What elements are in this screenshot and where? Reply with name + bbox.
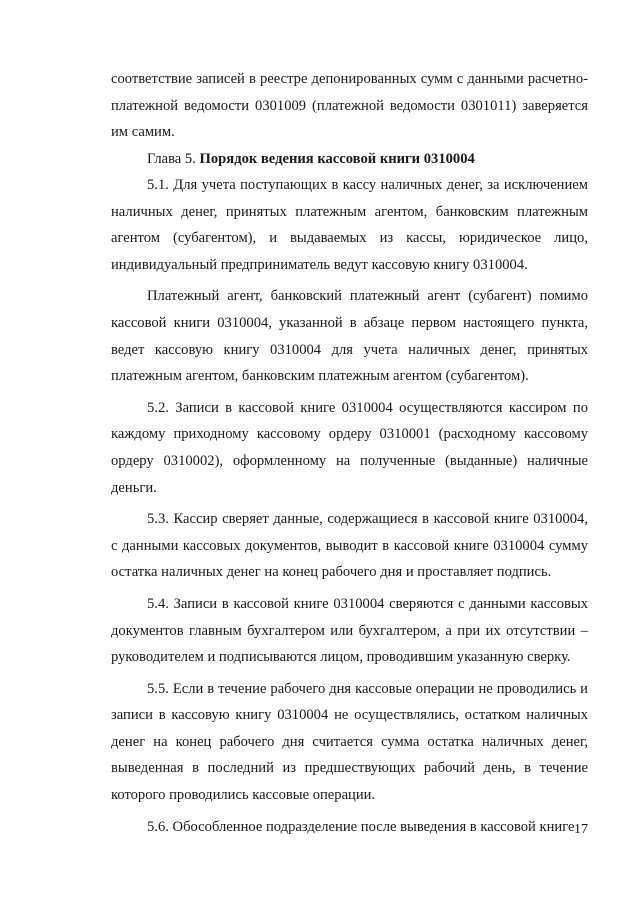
paragraph-5-5: 5.5. Если в течение рабочего дня кассовые операции не проводились и записи в кассовую книгу 0310004 не осуществлялись, остатком наличных денег на конец рабочего дня считается сумма остатка наличных денег, выведенная в последний из предшествующих рабочий день, в течение которого проводились кассовые операции. xyxy=(111,680,588,804)
page-number: 17 xyxy=(574,822,588,837)
paragraph-5-3: 5.3. Кассир сверяет данные, содержащиеся в кассовой книге 0310004, с данными кассовых документов, выводит в кассовой книге 0310004 сумму остатка наличных денег на конец рабочего дня и проставляет подпись. xyxy=(111,511,588,581)
paragraph-5-1: 5.1. Для учета поступающих в кассу наличных денег, за исключением наличных денег, принятых платежным агентом, банковским платежным агентом (субагентом), и выдаваемых из кассы, юридическое лицо, индивидуальный предприниматель ведут кассовую книгу 0310004. xyxy=(111,177,588,273)
paragraph-5-1-second: Платежный агент, банковский платежный агент (субагент) помимо кассовой книги 0310004, указанной в абзаце первом настоящего пункта, ведет кассовую книгу 0310004 для учета наличных денег, принятых платежным агентом, банковским платежным агентом (субагентом). xyxy=(111,288,588,385)
chapter-prefix: Глава 5. xyxy=(147,151,196,167)
body-text xyxy=(111,172,588,840)
continuation-paragraph: соответствие записей в реестре депонированных сумм с данными расчетно-платежной ведомости 0301009 (платежной ведомости 0301011) заверяется им самим. xyxy=(111,71,588,141)
continuation-block xyxy=(111,66,588,146)
paragraph-5-4: 5.4. Записи в кассовой книге 0310004 сверяются с данными кассовых документов главным бухгалтером или бухгалтером, а при их отсутствии – руководителем и подписываются лицом, проводившим указанную сверку. xyxy=(111,595,588,666)
paragraph-5-6: 5.6. Обособленное подразделение после выведения в кассовой книге xyxy=(147,818,575,835)
chapter-heading xyxy=(111,146,588,173)
paragraph-5-2: 5.2. Записи в кассовой книге 0310004 осуществляются кассиром по каждому приходному кассовому ордеру 0310001 (расходному кассовому ордеру 0310002), оформленному на полученные (выданные) наличные деньги. xyxy=(111,399,588,496)
chapter-title: Порядок ведения кассовой книги 0310004 xyxy=(199,151,475,167)
